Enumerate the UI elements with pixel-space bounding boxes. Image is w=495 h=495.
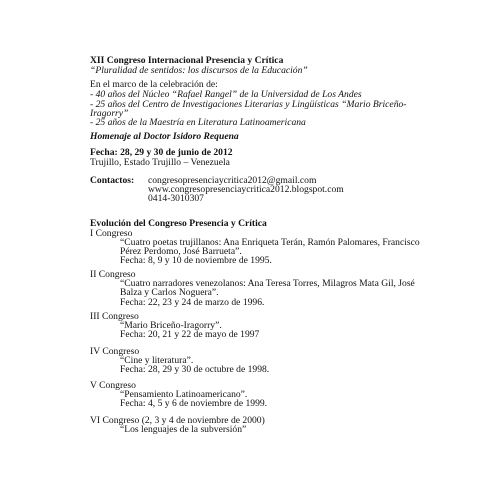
congress-line: “Mario Briceño-Iragorry”. (120, 320, 222, 331)
congress-line: Balza y Carlos Noguera”. (120, 287, 219, 298)
congress-line: Fecha: 20, 21 y 22 de mayo de 1997 (120, 329, 260, 340)
celebration-item: - 25 años del Centro de Investigaciones Literarias y Lingüísticas “Mario Briceño- (90, 99, 407, 110)
congress-line: “Cuatro poetas trujillanos: Ana Enriqueta Terán, Ramón Palomares, Francisco (120, 237, 420, 248)
congress-line: “Cuatro narradores venezolanos: Ana Teresa Torres, Milagros Mata Gil, José (120, 278, 415, 289)
congress-line: “Cine y literatura”. (120, 355, 194, 366)
congress-name: I Congreso (90, 228, 133, 239)
congress-name: II Congreso (90, 269, 136, 280)
congress-name: VI Congreso (2, 3 y 4 de noviembre de 2000) (90, 415, 265, 426)
congress-line: Pérez Perdomo, José Barrueta”. (120, 246, 242, 257)
congress-line: Fecha: 8, 9 y 10 de noviembre de 1995. (120, 255, 272, 266)
celebration-item: - 40 años del Núcleo “Rafael Rangel” de la Universidad de Los Andes (90, 89, 362, 100)
congress-title: XII Congreso Internacional Presencia y Crítica (90, 55, 284, 66)
congress-line: Fecha: 4, 5 y 6 de noviembre de 1999. (120, 398, 268, 409)
congress-line: “Los lenguajes de la subversión” (120, 424, 247, 435)
celebration-intro: En el marco de la celebración de: (90, 79, 218, 90)
homenaje-heading: Homenaje al Doctor Isidoro Requena (90, 131, 239, 142)
celebration-item: Iragorry” (90, 108, 129, 119)
congress-name: V Congreso (90, 380, 136, 391)
contact-email: congresopresenciaycritica2012@gmail.com (148, 175, 317, 186)
event-place: Trujillo, Estado Trujillo – Venezuela (90, 157, 230, 168)
congress-name: IV Congreso (90, 346, 140, 357)
event-date: Fecha: 28, 29 y 30 de junio de 2012 (90, 147, 233, 158)
contact-phone: 0414-3010307 (148, 193, 204, 204)
contacts-label: Contactos: (90, 175, 135, 186)
contact-blog: www.congresopresenciaycritica2012.blogspot.com (148, 184, 344, 195)
congress-subtitle: “Pluralidad de sentidos: los discursos de la Educación” (90, 65, 308, 76)
congress-line: “Pensamiento Latinoamericano”. (120, 389, 248, 400)
evolution-title: Evolución del Congreso Presencia y Crítica (90, 218, 267, 229)
congress-line: Fecha: 22, 23 y 24 de marzo de 1996. (120, 297, 265, 308)
congress-line: Fecha: 28, 29 y 30 de octubre de 1998. (120, 364, 270, 375)
celebration-item: - 25 años de la Maestría en Literatura Latinoamericana (90, 117, 306, 128)
congress-name: III Congreso (90, 311, 139, 322)
